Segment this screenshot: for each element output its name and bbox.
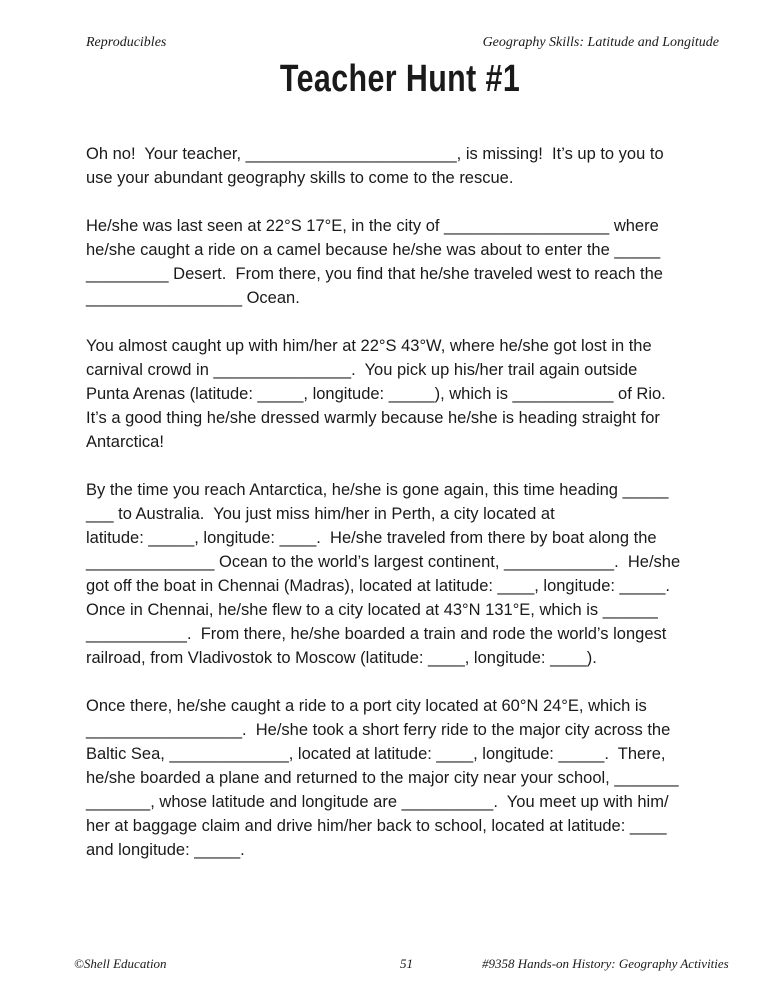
header-right: Geography Skills: Latitude and Longitude [482,35,719,50]
paragraph [86,694,726,862]
paragraph [86,478,726,670]
page-title: Teacher Hunt #1 [279,58,521,100]
text-line: her at baggage claim and drive him/her back to school, located at latitude: ____ [86,817,667,835]
footer-publication: #9358 Hands-on History: Geography Activities [482,956,729,971]
text-line: Baltic Sea, _____________, located at latitude: ____, longitude: _____. There, [86,745,666,763]
text-line: _________ Desert. From there, you find that he/she traveled west to reach the [86,265,663,283]
text-line: By the time you reach Antarctica, he/she is gone again, this time heading _____ [86,481,669,499]
text-line: Once in Chennai, he/she flew to a city located at 43°N 131°E, which is ______ [86,601,658,619]
text-line: ___________. From there, he/she boarded a train and rode the world’s longest [86,625,667,643]
text-line: he/she boarded a plane and returned to the major city near your school, _______ [86,769,679,787]
text-line: It’s a good thing he/she dressed warmly because he/she is heading straight for [86,409,660,427]
text-line: Antarctica! [86,433,164,451]
footer-copyright: ©Shell Education [74,956,167,971]
header-left: Reproducibles [86,35,167,50]
text-line: Oh no! Your teacher, _______________________, is missing! It’s up to you to [86,145,664,163]
text-line: railroad, from Vladivostok to Moscow (latitude: ____, longitude: ____). [86,649,597,667]
text-line: He/she was last seen at 22°S 17°E, in the city of __________________ where [86,217,659,235]
text-line: got off the boat in Chennai (Madras), located at latitude: ____, longitude: _____. [86,577,671,595]
worksheet-body [86,142,726,886]
text-line: he/she caught a ride on a camel because he/she was about to enter the _____ [86,241,661,259]
text-line: and longitude: _____. [86,841,245,859]
text-line: use your abundant geography skills to come to the rescue. [86,169,514,187]
text-line: _______, whose latitude and longitude are __________. You meet up with him/ [86,793,669,811]
paragraph [86,142,726,190]
paragraph [86,334,726,454]
text-line: latitude: _____, longitude: ____. He/she traveled from there by boat along the [86,529,657,547]
text-line: carnival crowd in _______________. You pick up his/her trail again outside [86,361,638,379]
text-line: Punta Arenas (latitude: _____, longitude: _____), which is ___________ of Rio. [86,385,666,403]
paragraph [86,214,726,310]
text-line: _________________ Ocean. [86,289,300,307]
text-line: Once there, he/she caught a ride to a port city located at 60°N 24°E, which is [86,697,647,715]
text-line: _________________. He/she took a short ferry ride to the major city across the [86,721,671,739]
text-line: You almost caught up with him/her at 22°S 43°W, where he/she got lost in the [86,337,652,355]
page-number: 51 [400,956,413,971]
text-line: ______________ Ocean to the world’s largest continent, ____________. He/she [86,553,681,571]
text-line: ___ to Australia. You just miss him/her in Perth, a city located at [86,505,555,523]
